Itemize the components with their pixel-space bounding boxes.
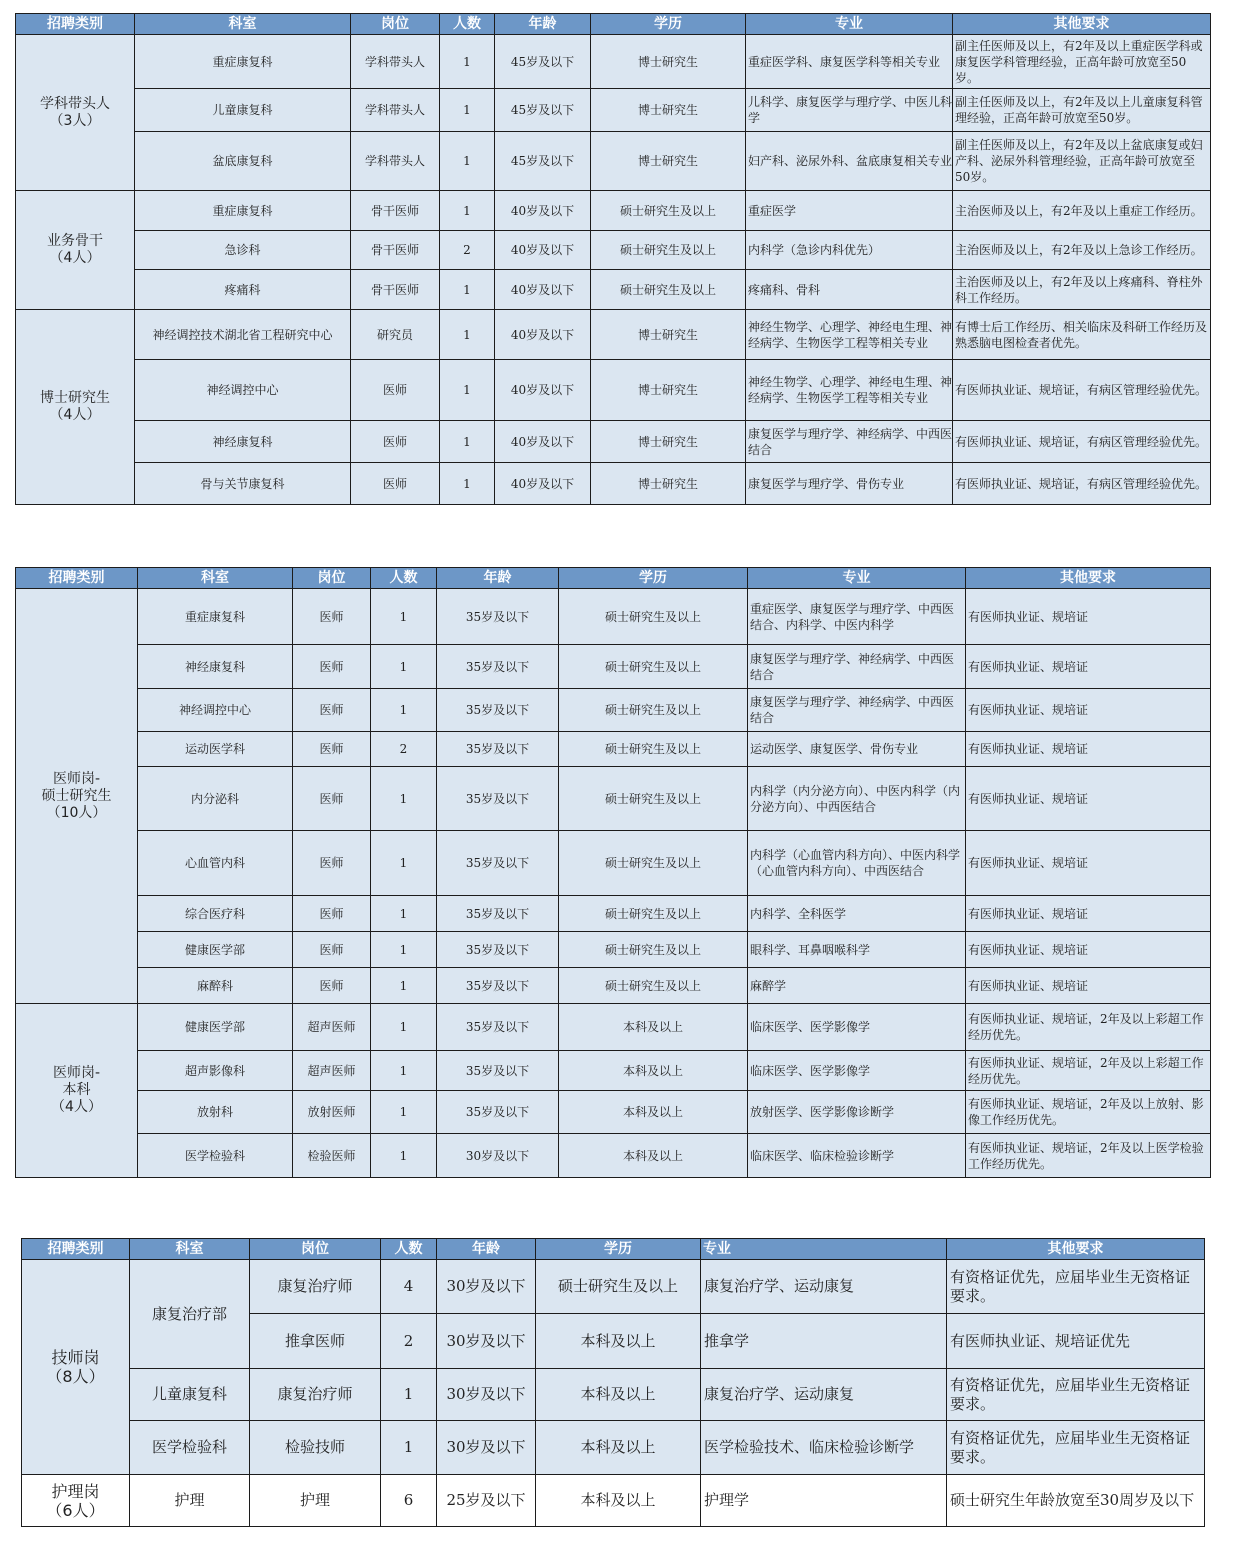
position-cell: 康复治疗师 <box>250 1260 381 1314</box>
dept-cell: 重症康复科 <box>135 35 351 89</box>
dept-cell: 重症康复科 <box>135 191 351 231</box>
age-cell: 30岁及以下 <box>437 1369 536 1421</box>
position-cell: 医师 <box>293 968 371 1004</box>
recruitment-table-physicians <box>15 567 1211 1178</box>
category-count: （10人） <box>46 804 107 821</box>
category-cell <box>16 35 135 191</box>
table-header-row <box>16 568 1211 589</box>
age-cell: 30岁及以下 <box>437 1260 536 1314</box>
header-dept: 科室 <box>135 14 351 35</box>
other-cell: 有医师执业证、规培证 <box>966 968 1211 1004</box>
table-row <box>16 132 1211 191</box>
education-cell: 硕士研究生及以上 <box>536 1260 701 1314</box>
table-row <box>16 35 1211 89</box>
dept-cell: 盆底康复科 <box>135 132 351 191</box>
other-cell: 副主任医师及以上，有2年及以上盆底康复或妇产科、泌尿外科管理经验，正高年龄可放宽至50岁。 <box>953 132 1211 191</box>
other-cell: 有医师执业证、规培证 <box>966 831 1211 896</box>
position-cell: 学科带头人 <box>351 35 440 89</box>
position-cell: 研究员 <box>351 310 440 360</box>
major-cell: 康复医学与理疗学、神经病学、中西医结合 <box>748 689 966 732</box>
dept-cell: 重症康复科 <box>138 589 293 645</box>
table-row <box>16 1134 1211 1178</box>
count-cell: 1 <box>440 360 495 421</box>
dept-cell: 神经调控中心 <box>135 360 351 421</box>
position-cell: 医师 <box>293 645 371 689</box>
age-cell: 30岁及以下 <box>437 1314 536 1369</box>
header-count: 人数 <box>381 1239 437 1260</box>
other-cell: 有医师执业证、规培证 <box>966 896 1211 932</box>
education-cell: 本科及以上 <box>559 1091 748 1134</box>
position-cell: 医师 <box>293 732 371 767</box>
dept-cell: 运动医学科 <box>138 732 293 767</box>
header-position: 岗位 <box>351 14 440 35</box>
table-row <box>16 896 1211 932</box>
major-cell: 康复医学与理疗学、神经病学、中西医结合 <box>748 645 966 689</box>
dept-cell: 儿童康复科 <box>135 89 351 132</box>
education-cell: 硕士研究生及以上 <box>559 732 748 767</box>
header-major: 专业 <box>748 568 966 589</box>
header-education: 学历 <box>559 568 748 589</box>
age-cell: 30岁及以下 <box>437 1421 536 1475</box>
education-cell: 硕士研究生及以上 <box>591 270 746 310</box>
position-cell: 医师 <box>293 689 371 732</box>
dept-cell: 放射科 <box>138 1091 293 1134</box>
other-cell: 有医师执业证、规培证，2年及以上彩超工作经历优先。 <box>966 1004 1211 1051</box>
major-cell: 内科学、全科医学 <box>748 896 966 932</box>
table-row <box>16 191 1211 231</box>
position-cell: 护理 <box>250 1475 381 1527</box>
count-cell: 2 <box>371 732 437 767</box>
other-cell: 有医师执业证、规培证 <box>966 589 1211 645</box>
header-age: 年龄 <box>437 1239 536 1260</box>
position-cell: 骨干医师 <box>351 191 440 231</box>
age-cell: 40岁及以下 <box>495 421 591 463</box>
major-cell: 麻醉学 <box>748 968 966 1004</box>
education-cell: 博士研究生 <box>591 132 746 191</box>
education-cell: 博士研究生 <box>591 310 746 360</box>
education-cell: 本科及以上 <box>536 1369 701 1421</box>
age-cell: 45岁及以下 <box>495 89 591 132</box>
category-cell <box>16 191 135 310</box>
other-cell: 有医师执业证、规培证，有病区管理经验优先。 <box>953 463 1211 505</box>
major-cell: 内科学（内分泌方向）、中医内科学（内分泌方向）、中西医结合 <box>748 767 966 831</box>
age-cell: 40岁及以下 <box>495 360 591 421</box>
category-name-line2: 本科 <box>62 1082 91 1098</box>
age-cell: 35岁及以下 <box>437 831 559 896</box>
table-row <box>16 1091 1211 1134</box>
table-row <box>16 645 1211 689</box>
education-cell: 硕士研究生及以上 <box>559 896 748 932</box>
major-cell: 康复医学与理疗学、神经病学、中西医结合 <box>746 421 953 463</box>
education-cell: 硕士研究生及以上 <box>559 932 748 968</box>
dept-cell: 神经康复科 <box>138 645 293 689</box>
category-count: （6人） <box>46 1500 105 1520</box>
other-cell: 主治医师及以上，有2年及以上重症工作经历。 <box>953 191 1211 231</box>
age-cell: 40岁及以下 <box>495 463 591 505</box>
count-cell: 6 <box>381 1475 437 1527</box>
count-cell: 1 <box>371 831 437 896</box>
education-cell: 硕士研究生及以上 <box>559 767 748 831</box>
major-cell: 眼科学、耳鼻咽喉科学 <box>748 932 966 968</box>
header-position: 岗位 <box>250 1239 381 1260</box>
education-cell: 博士研究生 <box>591 35 746 89</box>
other-cell: 副主任医师及以上，有2年及以上重症医学科或康复医学科管理经验，正高年龄可放宽至50岁。 <box>953 35 1211 89</box>
header-education: 学历 <box>536 1239 701 1260</box>
other-cell: 有医师执业证、规培证 <box>966 645 1211 689</box>
other-cell: 主治医师及以上，有2年及以上急诊工作经历。 <box>953 231 1211 270</box>
dept-cell: 骨与关节康复科 <box>135 463 351 505</box>
age-cell: 40岁及以下 <box>495 191 591 231</box>
table-row <box>22 1369 1205 1421</box>
header-education: 学历 <box>591 14 746 35</box>
category-name: 业务骨干 <box>47 233 103 249</box>
table-row <box>16 231 1211 270</box>
major-cell: 推拿学 <box>701 1314 947 1369</box>
position-cell: 学科带头人 <box>351 132 440 191</box>
other-cell: 有医师执业证、规培证，有病区管理经验优先。 <box>953 421 1211 463</box>
major-cell: 临床医学、临床检验诊断学 <box>748 1134 966 1178</box>
table-row <box>16 767 1211 831</box>
other-cell: 副主任医师及以上，有2年及以上儿童康复科管理经验，正高年龄可放宽至50岁。 <box>953 89 1211 132</box>
other-cell: 有医师执业证、规培证，2年及以上放射、影像工作经历优先。 <box>966 1091 1211 1134</box>
category-count: （4人） <box>49 407 101 423</box>
category-count: （4人） <box>49 250 101 266</box>
count-cell: 1 <box>440 270 495 310</box>
education-cell: 硕士研究生及以上 <box>559 589 748 645</box>
other-cell: 有资格证优先，应届毕业生无资格证要求。 <box>947 1369 1205 1421</box>
table-row <box>22 1260 1205 1314</box>
count-cell: 1 <box>371 1091 437 1134</box>
position-cell: 医师 <box>351 463 440 505</box>
count-cell: 1 <box>440 89 495 132</box>
table-header-row <box>22 1239 1205 1260</box>
age-cell: 45岁及以下 <box>495 132 591 191</box>
category-cell <box>16 1004 138 1178</box>
recruitment-table-technicians <box>21 1238 1205 1527</box>
age-cell: 30岁及以下 <box>437 1134 559 1178</box>
category-name: 技师岗 <box>51 1348 100 1367</box>
table-row <box>16 89 1211 132</box>
major-cell: 临床医学、医学影像学 <box>748 1051 966 1091</box>
age-cell: 40岁及以下 <box>495 270 591 310</box>
major-cell: 放射医学、医学影像诊断学 <box>748 1091 966 1134</box>
count-cell: 1 <box>371 1134 437 1178</box>
table-row <box>16 421 1211 463</box>
other-cell: 有资格证优先，应届毕业生无资格证要求。 <box>947 1421 1205 1475</box>
category-cell <box>16 589 138 1004</box>
position-cell: 医师 <box>351 421 440 463</box>
dept-cell: 内分泌科 <box>138 767 293 831</box>
header-count: 人数 <box>440 14 495 35</box>
age-cell: 35岁及以下 <box>437 932 559 968</box>
category-count: （3人） <box>49 112 101 129</box>
table-row <box>16 689 1211 732</box>
header-category: 招聘类别 <box>16 14 135 35</box>
position-cell: 医师 <box>293 932 371 968</box>
table-row-nursing <box>22 1475 1205 1527</box>
major-cell: 临床医学、医学影像学 <box>748 1004 966 1051</box>
table-row <box>16 360 1211 421</box>
dept-cell: 神经康复科 <box>135 421 351 463</box>
dept-cell: 心血管内科 <box>138 831 293 896</box>
education-cell: 本科及以上 <box>559 1004 748 1051</box>
count-cell: 1 <box>440 35 495 89</box>
category-cell <box>22 1475 130 1527</box>
count-cell: 1 <box>371 689 437 732</box>
position-cell: 康复治疗师 <box>250 1369 381 1421</box>
category-count: （8人） <box>46 1367 105 1386</box>
header-age: 年龄 <box>437 568 559 589</box>
count-cell: 1 <box>440 421 495 463</box>
education-cell: 博士研究生 <box>591 421 746 463</box>
age-cell: 35岁及以下 <box>437 896 559 932</box>
other-cell: 有医师执业证、规培证 <box>966 732 1211 767</box>
header-major: 专业 <box>701 1239 947 1260</box>
major-cell: 医学检验技术、临床检验诊断学 <box>701 1421 947 1475</box>
other-cell: 硕士研究生年龄放宽至30周岁及以下 <box>947 1475 1205 1527</box>
table-row <box>16 831 1211 896</box>
category-cell <box>22 1260 130 1475</box>
education-cell: 本科及以上 <box>536 1475 701 1527</box>
count-cell: 1 <box>371 645 437 689</box>
table-row <box>16 732 1211 767</box>
position-cell: 骨干医师 <box>351 231 440 270</box>
other-cell: 有医师执业证、规培证 <box>966 767 1211 831</box>
education-cell: 本科及以上 <box>559 1134 748 1178</box>
count-cell: 2 <box>440 231 495 270</box>
other-cell: 有医师执业证、规培证 <box>966 689 1211 732</box>
table-row <box>16 589 1211 645</box>
age-cell: 35岁及以下 <box>437 689 559 732</box>
position-cell: 放射医师 <box>293 1091 371 1134</box>
education-cell: 博士研究生 <box>591 463 746 505</box>
age-cell: 25岁及以下 <box>437 1475 536 1527</box>
count-cell: 1 <box>371 896 437 932</box>
dept-cell: 儿童康复科 <box>130 1369 250 1421</box>
other-cell: 有博士后工作经历、相关临床及科研工作经历及熟悉脑电图检查者优先。 <box>953 310 1211 360</box>
dept-cell: 医学检验科 <box>138 1134 293 1178</box>
age-cell: 45岁及以下 <box>495 35 591 89</box>
age-cell: 35岁及以下 <box>437 1091 559 1134</box>
major-cell: 妇产科、泌尿外科、盆底康复相关专业 <box>746 132 953 191</box>
header-other: 其他要求 <box>947 1239 1205 1260</box>
dept-cell: 神经调控中心 <box>138 689 293 732</box>
category-name: 医师岗- <box>52 1065 101 1081</box>
position-cell: 医师 <box>293 767 371 831</box>
education-cell: 博士研究生 <box>591 360 746 421</box>
major-cell: 康复医学与理疗学、骨伤专业 <box>746 463 953 505</box>
position-cell: 检验医师 <box>293 1134 371 1178</box>
table-row <box>16 270 1211 310</box>
major-cell: 运动医学、康复医学、骨伤专业 <box>748 732 966 767</box>
header-count: 人数 <box>371 568 437 589</box>
age-cell: 35岁及以下 <box>437 767 559 831</box>
position-cell: 医师 <box>293 589 371 645</box>
position-cell: 医师 <box>293 896 371 932</box>
age-cell: 35岁及以下 <box>437 1051 559 1091</box>
count-cell: 1 <box>440 132 495 191</box>
count-cell: 1 <box>440 310 495 360</box>
dept-cell: 疼痛科 <box>135 270 351 310</box>
dept-cell: 急诊科 <box>135 231 351 270</box>
count-cell: 4 <box>381 1260 437 1314</box>
category-name: 学科带头人 <box>40 95 110 112</box>
count-cell: 1 <box>371 589 437 645</box>
count-cell: 1 <box>381 1369 437 1421</box>
other-cell: 有医师执业证、规培证，有病区管理经验优先。 <box>953 360 1211 421</box>
count-cell: 1 <box>371 968 437 1004</box>
major-cell: 重症医学、康复医学与理疗学、中西医结合、内科学、中医内科学 <box>748 589 966 645</box>
other-cell: 有医师执业证、规培证优先 <box>947 1314 1205 1369</box>
header-dept: 科室 <box>138 568 293 589</box>
position-cell: 医师 <box>351 360 440 421</box>
major-cell: 神经生物学、心理学、神经电生理、神经病学、生物医学工程等相关专业 <box>746 360 953 421</box>
table-row <box>16 310 1211 360</box>
other-cell: 主治医师及以上，有2年及以上疼痛科、脊柱外科工作经历。 <box>953 270 1211 310</box>
education-cell: 本科及以上 <box>536 1314 701 1369</box>
age-cell: 40岁及以下 <box>495 310 591 360</box>
major-cell: 儿科学、康复医学与理疗学、中医儿科学 <box>746 89 953 132</box>
education-cell: 硕士研究生及以上 <box>559 968 748 1004</box>
age-cell: 40岁及以下 <box>495 231 591 270</box>
position-cell: 学科带头人 <box>351 89 440 132</box>
major-cell: 神经生物学、心理学、神经电生理、神经病学、生物医学工程等相关专业 <box>746 310 953 360</box>
age-cell: 35岁及以下 <box>437 968 559 1004</box>
dept-cell: 健康医学部 <box>138 932 293 968</box>
category-name: 护理岗 <box>51 1481 100 1501</box>
education-cell: 硕士研究生及以上 <box>559 645 748 689</box>
dept-cell: 超声影像科 <box>138 1051 293 1091</box>
count-cell: 1 <box>371 767 437 831</box>
count-cell: 1 <box>371 1051 437 1091</box>
dept-cell: 神经调控技术湖北省工程研究中心 <box>135 310 351 360</box>
category-count: （4人） <box>51 1099 102 1115</box>
age-cell: 35岁及以下 <box>437 645 559 689</box>
education-cell: 硕士研究生及以上 <box>591 191 746 231</box>
header-position: 岗位 <box>293 568 371 589</box>
other-cell: 有医师执业证、规培证 <box>966 932 1211 968</box>
header-age: 年龄 <box>495 14 591 35</box>
age-cell: 35岁及以下 <box>437 732 559 767</box>
dept-cell: 麻醉科 <box>138 968 293 1004</box>
count-cell: 1 <box>440 463 495 505</box>
header-dept: 科室 <box>130 1239 250 1260</box>
position-cell: 医师 <box>293 831 371 896</box>
education-cell: 本科及以上 <box>536 1421 701 1475</box>
header-other: 其他要求 <box>966 568 1211 589</box>
other-cell: 有医师执业证、规培证，2年及以上医学检验工作经历优先。 <box>966 1134 1211 1178</box>
position-cell: 骨干医师 <box>351 270 440 310</box>
dept-cell: 护理 <box>130 1475 250 1527</box>
major-cell: 疼痛科、骨科 <box>746 270 953 310</box>
major-cell: 重症医学 <box>746 191 953 231</box>
recruitment-table-leaders <box>15 13 1211 505</box>
count-cell: 1 <box>371 1004 437 1051</box>
other-cell: 有医师执业证、规培证，2年及以上彩超工作经历优先。 <box>966 1051 1211 1091</box>
education-cell: 博士研究生 <box>591 89 746 132</box>
table-row <box>16 1004 1211 1051</box>
dept-cell: 综合医疗科 <box>138 896 293 932</box>
education-cell: 硕士研究生及以上 <box>591 231 746 270</box>
position-cell: 超声医师 <box>293 1004 371 1051</box>
table-row <box>16 1051 1211 1091</box>
header-major: 专业 <box>746 14 953 35</box>
category-cell <box>16 310 135 505</box>
age-cell: 35岁及以下 <box>437 1004 559 1051</box>
count-cell: 1 <box>371 932 437 968</box>
dept-cell: 康复治疗部 <box>130 1260 250 1369</box>
count-cell: 1 <box>440 191 495 231</box>
category-name-line2: 硕士研究生 <box>41 787 112 804</box>
education-cell: 本科及以上 <box>559 1051 748 1091</box>
table-row <box>16 932 1211 968</box>
header-other: 其他要求 <box>953 14 1211 35</box>
major-cell: 护理学 <box>701 1475 947 1527</box>
position-cell: 超声医师 <box>293 1051 371 1091</box>
age-cell: 35岁及以下 <box>437 589 559 645</box>
table-row <box>16 463 1211 505</box>
education-cell: 硕士研究生及以上 <box>559 689 748 732</box>
major-cell: 重症医学科、康复医学科等相关专业 <box>746 35 953 89</box>
major-cell: 内科学（急诊内科优先） <box>746 231 953 270</box>
dept-cell: 健康医学部 <box>138 1004 293 1051</box>
major-cell: 内科学（心血管内科方向）、中医内科学（心血管内科方向）、中西医结合 <box>748 831 966 896</box>
position-cell: 检验技师 <box>250 1421 381 1475</box>
other-cell: 有资格证优先，应届毕业生无资格证要求。 <box>947 1260 1205 1314</box>
table-row <box>22 1421 1205 1475</box>
major-cell: 康复治疗学、运动康复 <box>701 1369 947 1421</box>
major-cell: 康复治疗学、运动康复 <box>701 1260 947 1314</box>
header-category: 招聘类别 <box>22 1239 130 1260</box>
table-row <box>16 968 1211 1004</box>
education-cell: 硕士研究生及以上 <box>559 831 748 896</box>
dept-cell: 医学检验科 <box>130 1421 250 1475</box>
count-cell: 2 <box>381 1314 437 1369</box>
header-category: 招聘类别 <box>16 568 138 589</box>
category-name: 医师岗- <box>52 770 101 787</box>
category-name: 博士研究生 <box>40 390 110 406</box>
table-header-row <box>16 14 1211 35</box>
count-cell: 1 <box>381 1421 437 1475</box>
position-cell: 推拿医师 <box>250 1314 381 1369</box>
